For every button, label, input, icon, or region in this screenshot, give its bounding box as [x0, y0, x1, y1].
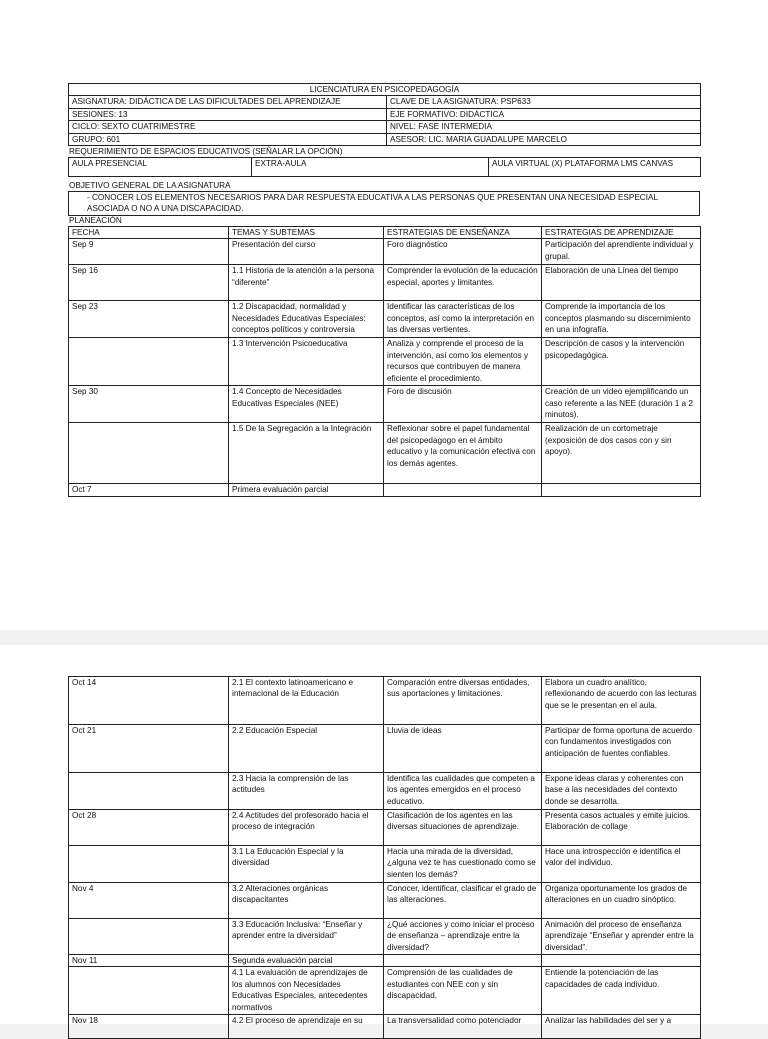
table-row	[69, 484, 701, 496]
spaces-table	[68, 157, 701, 177]
objective-table	[68, 191, 700, 216]
row-learning: Hace una introspección e identifica el valor del individuo.	[542, 846, 701, 883]
row-learning: Presenta casos actuales y emite juicios. Elaboración de collage	[542, 810, 701, 846]
row-topic: 3.1 La Educación Especial y la diversidad	[229, 846, 384, 883]
table-row	[69, 338, 701, 386]
level-cell: NIVEL: FASE INTERMEDIA	[387, 121, 701, 133]
row-topic: 2.4 Actitudes del profesorado hacia el proceso de integración	[229, 810, 384, 846]
table-row	[69, 846, 701, 883]
row-teaching	[384, 955, 542, 967]
formative-axis-cell: EJE FORMATIVO: DIDÁCTICA	[387, 108, 701, 120]
table-row	[69, 919, 701, 955]
row-date: Nov 18	[69, 1015, 229, 1039]
table-row	[69, 239, 701, 265]
row-date: Sep 16	[69, 265, 229, 301]
row-learning: Expone ideas claras y coherentes con base a las necesidades del contexto donde se desarrolla.	[542, 773, 701, 810]
cycle-cell: CICLO: SEXTO CUATRIMESTRE	[69, 121, 387, 133]
row-teaching: Analiza y comprende el proceso de la intervención, así como los elementos y recursos que contribuyen de manera eficiente el procedimiento.	[384, 338, 542, 386]
row-learning: Realización de un cortometraje (exposición de dos casos con y sin apoyo).	[542, 423, 701, 484]
planning-title: PLANEACIÓN	[69, 216, 122, 225]
table-row	[69, 1015, 701, 1039]
row-learning: Animación del proceso de enseñanza aprendizaje “Enseñar y aprender entre la diversidad”.	[542, 919, 701, 955]
row-teaching: La transversalidad como potenciador	[384, 1015, 542, 1039]
row-teaching: Identificar las características de los conceptos, así como la interpretación en las diversas vertientes.	[384, 301, 542, 338]
space-option-presencial: AULA PRESENCIAL	[69, 158, 252, 177]
space-option-virtual: AULA VIRTUAL (X) PLATAFORMA LMS CANVAS	[489, 158, 701, 177]
row-learning: Organiza oportunamente los grados de alteraciones en un cuadro sinóptico.	[542, 883, 701, 919]
row-date	[69, 919, 229, 955]
row-learning: Elaboración de una Línea del tiempo	[542, 265, 701, 301]
row-topic: 1.3 Intervención Psicoeducativa	[229, 338, 384, 386]
row-learning: Participar de forma oportuna de acuerdo con fundamentos investigados con anticipación de fuentes confiables.	[542, 725, 701, 773]
row-date	[69, 338, 229, 386]
sessions-cell: SESIONES: 13	[69, 108, 387, 120]
row-topic: 1.5 De la Segregación a la Integración	[229, 423, 384, 484]
row-topic: 4.1 La evaluación de aprendizajes de los alumnos con Necesidades Educativas Especiales, antecedentes normativos	[229, 967, 384, 1015]
subject-cell: ASIGNATURA: DIDÁCTICA DE LAS DIFICULTADES DEL APRENDIZAJE	[69, 96, 387, 108]
spaces-title: REQUERIMIENTO DE ESPACIOS EDUCATIVOS (SEÑALAR LA OPCIÓN)	[69, 147, 343, 156]
row-teaching: Comprender la evolución de la educación especial, aportes y limitantes.	[384, 265, 542, 301]
row-learning: Participación del aprendiente individual y grupal.	[542, 239, 701, 265]
document-page-2	[0, 645, 768, 1024]
planning-table-continued	[68, 676, 701, 1039]
column-header-date: FECHA	[69, 227, 229, 239]
row-date: Oct 28	[69, 810, 229, 846]
planning-table	[68, 226, 701, 497]
row-date: Oct 14	[69, 677, 229, 725]
row-topic: 4.2 El proceso de aprendizaje en su	[229, 1015, 384, 1039]
row-date: Nov 11	[69, 955, 229, 967]
row-date: Sep 30	[69, 386, 229, 423]
table-row	[69, 967, 701, 1015]
row-learning: Descripción de casos y la intervención psicopedagógica.	[542, 338, 701, 386]
table-row	[69, 423, 701, 484]
row-teaching: ¿Qué acciones y como iniciar el proceso de enseñanza – aprendizaje entre la diversidad?	[384, 919, 542, 955]
row-learning: Comprende la importancia de los conceptos plasmando su discernimiento en una infografía.	[542, 301, 701, 338]
row-teaching: Reflexionar sobre el papel fundamental del psicopedagogo en el ámbito educativo y la comunicación efectiva con los demás agentes.	[384, 423, 542, 484]
row-topic: 2.2 Educación Especial	[229, 725, 384, 773]
row-date: Nov 4	[69, 883, 229, 919]
table-row	[69, 301, 701, 338]
row-date	[69, 773, 229, 810]
objective-title: OBJETIVO GENERAL DE LA ASIGNATURA	[69, 181, 231, 190]
row-date: Oct 7	[69, 484, 229, 496]
table-row	[69, 265, 701, 301]
row-topic: 2.1 El contexto latinoamericano e internacional de la Educación	[229, 677, 384, 725]
row-topic: 3.3 Educación Inclusiva: “Enseñar y aprender entre la diversidad”	[229, 919, 384, 955]
row-teaching: Foro de discusión	[384, 386, 542, 423]
row-teaching: Comprensión de las cualidades de estudiantes con NEE con y sin discapacidad.	[384, 967, 542, 1015]
column-header-topics: TEMAS Y SUBTEMAS	[229, 227, 384, 239]
row-date: Oct 21	[69, 725, 229, 773]
row-learning	[542, 484, 701, 496]
advisor-cell: ASESOR: LIC. MARIA GUADALUPE MARCELO	[387, 133, 701, 145]
row-learning: Elabora un cuadro analítico, reflexionando de acuerdo con las lecturas que se le presentan en el aula.	[542, 677, 701, 725]
row-learning: Analizar las habilidades del ser y a	[542, 1015, 701, 1039]
row-topic: 3.2 Alteraciones orgánicas discapacitantes	[229, 883, 384, 919]
objective-text: - CONOCER LOS ELEMENTOS NECESARIOS PARA DAR RESPUESTA EDUCATIVA A LAS PERSONAS QUE PRESENTAN UNA NECESIDAD ESPECIAL ASOCIADA O NO A UNA DISCAPACIDAD.	[69, 192, 700, 216]
row-learning: Creación de un video ejemplificando un caso referente a las NEE (duración 1 a 2 minutos).	[542, 386, 701, 423]
row-topic: Segunda evaluación parcial	[229, 955, 384, 967]
row-date	[69, 967, 229, 1015]
row-teaching: Identifica las cualidades que competen a los agentes emergidos en el proceso educativo.	[384, 773, 542, 810]
table-row	[69, 773, 701, 810]
row-topic: 2.3 Hacia la comprensión de las actitudes	[229, 773, 384, 810]
table-row	[69, 677, 701, 725]
subject-key-cell: CLAVE DE LA ASIGNATURA: PSP633	[387, 96, 701, 108]
row-date	[69, 423, 229, 484]
row-date: Sep 23	[69, 301, 229, 338]
space-option-extra-aula: EXTRA-AULA	[252, 158, 489, 177]
row-teaching	[384, 484, 542, 496]
table-row	[69, 725, 701, 773]
row-topic: 1.4 Concepto de Necesidades Educativas Especiales (NEE)	[229, 386, 384, 423]
table-row	[69, 386, 701, 423]
program-title: LICENCIATURA EN PSICOPEDAGOGÍA	[69, 84, 701, 96]
row-teaching: Comparación entre diversas entidades, sus aportaciones y limitaciones.	[384, 677, 542, 725]
row-topic: Presentación del curso	[229, 239, 384, 265]
course-header-table	[68, 83, 701, 146]
table-row	[69, 883, 701, 919]
row-topic: 1.1 Historia de la atención a la persona “diferente”	[229, 265, 384, 301]
row-teaching: Conocer, identificar, clasificar el grado de las alteraciones.	[384, 883, 542, 919]
group-cell: GRUPO: 601	[69, 133, 387, 145]
table-row	[69, 810, 701, 846]
row-learning: Entiende la potenciación de las capacidades de cada individuo.	[542, 967, 701, 1015]
row-topic: 1.2 Discapacidad, normalidad y Necesidades Educativas Especiales: conceptos políticos y controversia	[229, 301, 384, 338]
row-teaching: Lluvia de ideas	[384, 725, 542, 773]
table-row	[69, 955, 701, 967]
column-header-teaching: ESTRATEGIAS DE ENSEÑANZA	[384, 227, 542, 239]
row-teaching: Foro diagnóstico	[384, 239, 542, 265]
row-date: Sep 9	[69, 239, 229, 265]
row-topic: Primera evaluación parcial	[229, 484, 384, 496]
column-header-learning: ESTRATEGIAS DE APRENDIZAJE	[542, 227, 701, 239]
row-teaching: Clasificación de los agentes en las diversas situaciones de aprendizaje.	[384, 810, 542, 846]
row-learning	[542, 955, 701, 967]
row-teaching: Hacia una mirada de la diversidad, ¿alguna vez te has cuestionado como se sienten los demás?	[384, 846, 542, 883]
row-date	[69, 846, 229, 883]
